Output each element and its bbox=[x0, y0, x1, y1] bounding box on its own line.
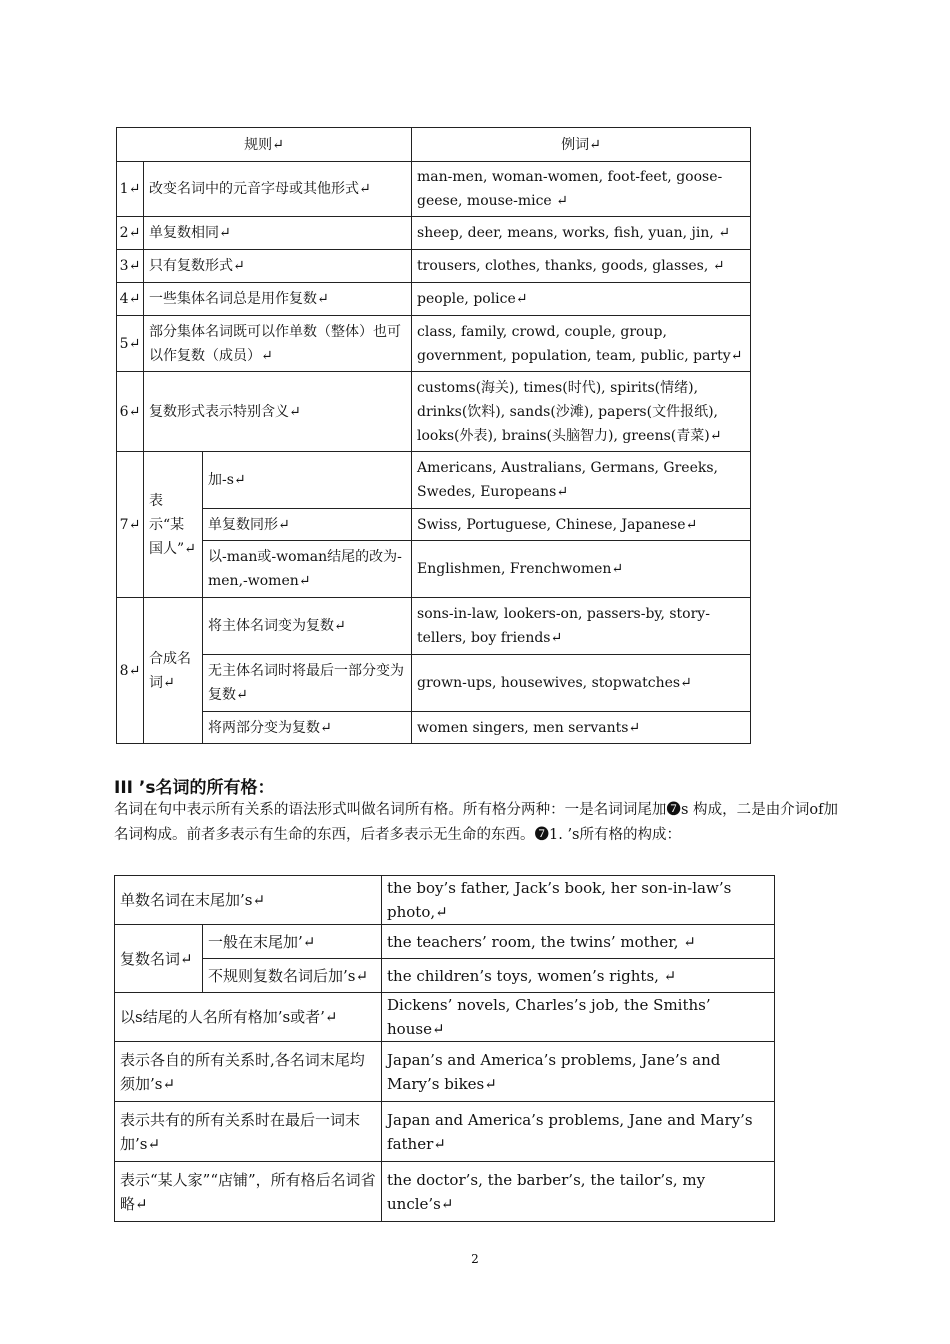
group-label: 表示“某国人”↵ bbox=[144, 452, 203, 598]
table-row bbox=[117, 655, 751, 712]
rule-cell: 将主体名词变为复数↵ bbox=[203, 598, 412, 655]
rule-cell: 表示各自的所有关系时,各名词末尾均须加’s↵ bbox=[115, 1042, 382, 1102]
table-row bbox=[115, 959, 775, 993]
example-cell: Americans, Australians, Germans, Greeks, Swedes, Europeans↵ bbox=[412, 452, 751, 509]
table-row bbox=[115, 1102, 775, 1162]
rule-cell: 复数形式表示特别含义↵ bbox=[144, 372, 412, 452]
header-rule: 规则↵ bbox=[117, 128, 412, 162]
rule-cell: 一些集体名词总是用作复数↵ bbox=[144, 283, 412, 316]
rule-cell: 不规则复数名词后加’s↵ bbox=[203, 959, 382, 993]
plural-rules-table bbox=[116, 127, 751, 744]
table-row bbox=[117, 452, 751, 509]
table-row bbox=[115, 993, 775, 1042]
table-header-row bbox=[117, 128, 751, 162]
example-cell: Japan and America’s problems, Jane and Mary’s father↵ bbox=[382, 1102, 775, 1162]
table-row bbox=[115, 1162, 775, 1222]
table-row bbox=[117, 217, 751, 250]
example-cell: grown-ups, housewives, stopwatches↵ bbox=[412, 655, 751, 712]
table-row bbox=[117, 541, 751, 598]
page-number: 2 bbox=[471, 1252, 479, 1266]
example-cell: Dickens’ novels, Charles’s job, the Smiths’ house↵ bbox=[382, 993, 775, 1042]
row-number: 2↵ bbox=[117, 217, 144, 250]
group-label: 合成名词↵ bbox=[144, 598, 203, 744]
example-cell: the boy’s father, Jack’s book, her son-in-law’s photo,↵ bbox=[382, 876, 775, 925]
table-row bbox=[117, 283, 751, 316]
rule-cell: 以s结尾的人名所有格加’s或者’↵ bbox=[115, 993, 382, 1042]
section-heading: III ’s名词的所有格： bbox=[114, 778, 275, 798]
table-row bbox=[117, 316, 751, 372]
table-row bbox=[117, 162, 751, 217]
row-number: 4↵ bbox=[117, 283, 144, 316]
group-label: 复数名词↵ bbox=[115, 925, 203, 993]
rule-cell: 单复数同形↵ bbox=[203, 509, 412, 541]
row-number: 7↵ bbox=[117, 452, 144, 598]
example-cell: sheep, deer, means, works, fish, yuan, jin, ↵ bbox=[412, 217, 751, 250]
table-row bbox=[115, 925, 775, 959]
rule-cell: 单数名词在末尾加’s↵ bbox=[115, 876, 382, 925]
table-row bbox=[115, 1042, 775, 1102]
table-row bbox=[117, 712, 751, 744]
possessive-table bbox=[114, 875, 775, 1222]
example-cell: customs(海关), times(时代), spirits(情绪), drinks(饮料), sands(沙滩), papers(文件报纸), looks(外表), brains(头脑智力), greens(青菜)↵ bbox=[412, 372, 751, 452]
rule-cell: 部分集体名词既可以作单数（整体）也可以作复数（成员）↵ bbox=[144, 316, 412, 372]
table-row bbox=[115, 876, 775, 925]
row-number: 6↵ bbox=[117, 372, 144, 452]
row-number: 8↵ bbox=[117, 598, 144, 744]
row-number: 5↵ bbox=[117, 316, 144, 372]
header-example: 例词↵ bbox=[412, 128, 751, 162]
rule-cell: 一般在末尾加’↵ bbox=[203, 925, 382, 959]
table-row bbox=[117, 372, 751, 452]
row-number: 1↵ bbox=[117, 162, 144, 217]
example-cell: the doctor’s, the barber’s, the tailor’s, my uncle’s↵ bbox=[382, 1162, 775, 1222]
example-cell: man-men, woman-women, foot-feet, goose-geese, mouse-mice ↵ bbox=[412, 162, 751, 217]
example-cell: class, family, crowd, couple, group, government, population, team, public, party↵ bbox=[412, 316, 751, 372]
rule-cell: 以-man或-woman结尾的改为-men,-women↵ bbox=[203, 541, 412, 598]
table-row bbox=[117, 250, 751, 283]
rule-cell: 将两部分变为复数↵ bbox=[203, 712, 412, 744]
example-cell: Swiss, Portuguese, Chinese, Japanese↵ bbox=[412, 509, 751, 541]
rule-cell: 加-s↵ bbox=[203, 452, 412, 509]
example-cell: sons-in-law, lookers-on, passers-by, story-tellers, boy friends↵ bbox=[412, 598, 751, 655]
example-cell: the children’s toys, women’s rights, ↵ bbox=[382, 959, 775, 993]
rule-cell: 改变名词中的元音字母或其他形式↵ bbox=[144, 162, 412, 217]
row-number: 3↵ bbox=[117, 250, 144, 283]
example-cell: Japan’s and America’s problems, Jane’s and Mary’s bikes↵ bbox=[382, 1042, 775, 1102]
example-cell: people, police↵ bbox=[412, 283, 751, 316]
example-cell: women singers, men servants↵ bbox=[412, 712, 751, 744]
rule-cell: 单复数相同↵ bbox=[144, 217, 412, 250]
example-cell: trousers, clothes, thanks, goods, glasses, ↵ bbox=[412, 250, 751, 283]
example-cell: Englishmen, Frenchwomen↵ bbox=[412, 541, 751, 598]
rule-cell: 只有复数形式↵ bbox=[144, 250, 412, 283]
section-paragraph: 名词在句中表示所有关系的语法形式叫做名词所有格。所有格分两种：一是名词词尾加❼s 构成，二是由介词of加名词构成。前者多表示有生命的东西，后者多表示无生命的东西。❼1. ’s所有格的构成： bbox=[114, 802, 838, 843]
table-row bbox=[117, 509, 751, 541]
rule-cell: 表示“某人家”“店铺”，所有格后名词省略↵ bbox=[115, 1162, 382, 1222]
rule-cell: 无主体名词时将最后一部分变为复数↵ bbox=[203, 655, 412, 712]
table-row bbox=[117, 598, 751, 655]
rule-cell: 表示共有的所有关系时在最后一词末加’s↵ bbox=[115, 1102, 382, 1162]
example-cell: the teachers’ room, the twins’ mother, ↵ bbox=[382, 925, 775, 959]
